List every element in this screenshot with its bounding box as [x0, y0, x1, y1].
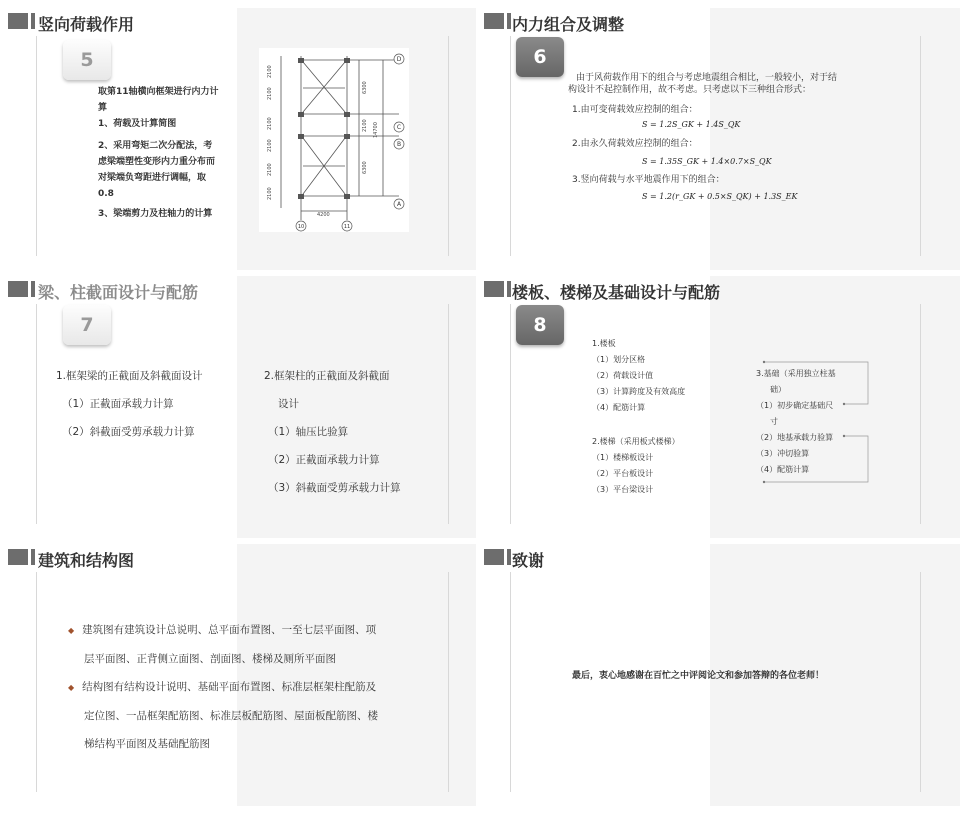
- formula: S = 1.2(r_GK + 0.5×S_QK) + 1.3S_EK: [642, 192, 798, 201]
- bullet-item: [68, 673, 378, 702]
- list-item: 寸: [770, 417, 778, 426]
- content-line: 1、荷载及计算简图: [98, 119, 177, 129]
- divider: [920, 572, 921, 792]
- slide-slab-stair-foundation: [484, 276, 960, 538]
- intro-text: 构设计不起控制作用，故不考虑。只考虑以下三种组合形式：: [568, 85, 812, 95]
- divider: [448, 36, 449, 256]
- formula: S = 1.2S_GK + 1.4S_QK: [642, 120, 741, 129]
- divider: [36, 36, 37, 256]
- bullet-item: [68, 616, 378, 645]
- divider: [36, 572, 37, 792]
- formula: S = 1.35S_GK + 1.4×0.7×S_QK: [642, 157, 772, 166]
- slide-drawings: [0, 544, 476, 806]
- title-marker: [484, 281, 511, 297]
- divider: [920, 36, 921, 256]
- stair-list: [592, 434, 680, 498]
- list-item: （2）平台板设计: [592, 469, 654, 478]
- content-line: 0.8: [98, 189, 114, 199]
- slide-force-combination: [484, 8, 960, 270]
- dim-label: 2100: [267, 117, 273, 130]
- list-item: 1.楼板: [592, 339, 616, 348]
- list-item: （2）斜截面受剪承载力计算: [62, 426, 195, 438]
- list-item: （4）配筋计算: [756, 465, 810, 474]
- dim-label: 2100: [267, 65, 273, 78]
- slide-title: 竖向荷载作用: [38, 15, 135, 34]
- diamond-bullet-icon: ◆: [68, 626, 75, 635]
- axis-label: A: [396, 201, 402, 208]
- slide-section-design: [0, 276, 476, 538]
- list-item: （1）楼梯板设计: [592, 453, 654, 462]
- divider: [920, 304, 921, 524]
- slide-title: 建筑和结构图: [38, 551, 135, 570]
- slide-title: 梁、柱截面设计与配筋: [38, 283, 199, 302]
- dim-label: 2100: [267, 187, 273, 200]
- dim-label: 2100: [267, 87, 273, 100]
- bracket-lines: [760, 360, 880, 486]
- paragraph-line: 层平面图、正背侧立面图、剖面图、楼梯及厕所平面图: [84, 653, 336, 665]
- combination-label: 2.由永久荷载效应控制的组合：: [572, 139, 698, 149]
- list-item: 3.基础（采用独立柱基: [756, 369, 836, 378]
- combination-label: 1.由可变荷载效应控制的组合：: [572, 105, 698, 115]
- gray-panel: [710, 8, 960, 270]
- list-item: （1）正截面承载力计算: [62, 398, 174, 410]
- list-item: （3）平台梁设计: [592, 485, 654, 494]
- paragraph-line: 建筑图有建筑设计总说明、总平面布置图、一至七层平面图、项: [82, 624, 377, 636]
- list-item: 2.楼梯（采用板式楼梯）: [592, 437, 680, 446]
- title-marker: [8, 13, 35, 29]
- content-line: 3、梁端剪力及柱轴力的计算: [98, 209, 213, 219]
- slide-number-badge: 5: [63, 40, 111, 80]
- list-item: （4）配筋计算: [592, 403, 646, 412]
- column-design-list: [264, 362, 401, 502]
- axis-label: 10: [297, 224, 305, 230]
- dim-label: 6300: [362, 81, 368, 94]
- content-line: 2、采用弯矩二次分配法，考: [98, 141, 213, 151]
- title-marker: [8, 549, 35, 565]
- title-marker: [8, 281, 35, 297]
- axis-label: 11: [343, 224, 351, 230]
- content-line: 取第11轴横向框架进行内力计: [98, 87, 219, 97]
- list-item: （1）轴压比验算: [268, 426, 349, 438]
- dim-label: 2100: [362, 119, 368, 132]
- slab-list: [592, 336, 685, 416]
- axis-label: C: [396, 124, 402, 131]
- paragraph-line: 梯结构平面图及基础配筋图: [84, 738, 210, 750]
- list-item: （2）荷载设计值: [592, 371, 654, 380]
- paragraph-line: 结构图有结构设计说明、基础平面布置图、标准层框架柱配筋及: [82, 681, 377, 693]
- list-item: （3）计算跨度及有效高度: [592, 387, 686, 396]
- divider: [448, 304, 449, 524]
- beam-design-list: [56, 362, 203, 446]
- divider: [36, 304, 37, 524]
- divider: [510, 304, 511, 524]
- title-marker: [484, 13, 511, 29]
- list-item: （1）初步确定基础尺: [756, 401, 834, 410]
- list-item: （1）划分区格: [592, 355, 646, 364]
- frame-diagram: [259, 48, 409, 232]
- list-item: （3）冲切验算: [756, 449, 810, 458]
- diamond-bullet-icon: ◆: [68, 683, 75, 692]
- combination-label: 3.竖向荷载与水平地震作用下的组合：: [572, 175, 725, 185]
- slide-vertical-load: [0, 8, 476, 270]
- list-item: 设计: [278, 398, 299, 410]
- dim-label: 2100: [267, 163, 273, 176]
- dim-label: 14700: [373, 122, 379, 138]
- list-item: 础）: [770, 385, 786, 394]
- drawings-text: [68, 616, 378, 758]
- divider: [510, 572, 511, 792]
- intro-text: 由于风荷载作用下的组合与考虑地震组合相比，一般较小，对于结: [576, 73, 838, 83]
- slide-number-badge: 8: [516, 305, 564, 345]
- paragraph-line: 定位图、一品框架配筋图、标准层板配筋图、屋面板配筋图、楼: [84, 710, 378, 722]
- slide-title: 致谢: [512, 551, 545, 570]
- slide-title: 内力组合及调整: [512, 15, 625, 34]
- axis-label: D: [396, 56, 402, 63]
- content-list: [98, 84, 228, 222]
- list-item: 1.框架梁的正截面及斜截面设计: [56, 370, 203, 382]
- dim-label: 6300: [362, 161, 368, 174]
- content-line: 对梁端负弯距进行调幅，取: [98, 173, 207, 183]
- list-item: （2）地基承载力验算: [756, 433, 834, 442]
- slide-number-badge: 7: [63, 305, 111, 345]
- divider: [510, 36, 511, 256]
- axis-label: B: [396, 141, 402, 148]
- slide-title: 楼板、楼梯及基础设计与配筋: [512, 283, 721, 302]
- content-line: 虑梁端塑性变形内力重分布而: [98, 157, 216, 167]
- divider: [448, 572, 449, 792]
- list-item: （3）斜截面受剪承载力计算: [268, 482, 401, 494]
- content-line: 算: [98, 103, 108, 113]
- thanks-text: 最后，衷心地感谢在百忙之中评阅论文和参加答辩的各位老师！: [572, 671, 825, 681]
- slide-number-badge: 6: [516, 37, 564, 77]
- dim-label: 2100: [267, 139, 273, 152]
- list-item: 2.框架柱的正截面及斜截面: [264, 370, 390, 382]
- slide-thanks: [484, 544, 960, 806]
- title-marker: [484, 549, 511, 565]
- dim-label: 4200: [317, 212, 330, 218]
- list-item: （2）正截面承载力计算: [268, 454, 380, 466]
